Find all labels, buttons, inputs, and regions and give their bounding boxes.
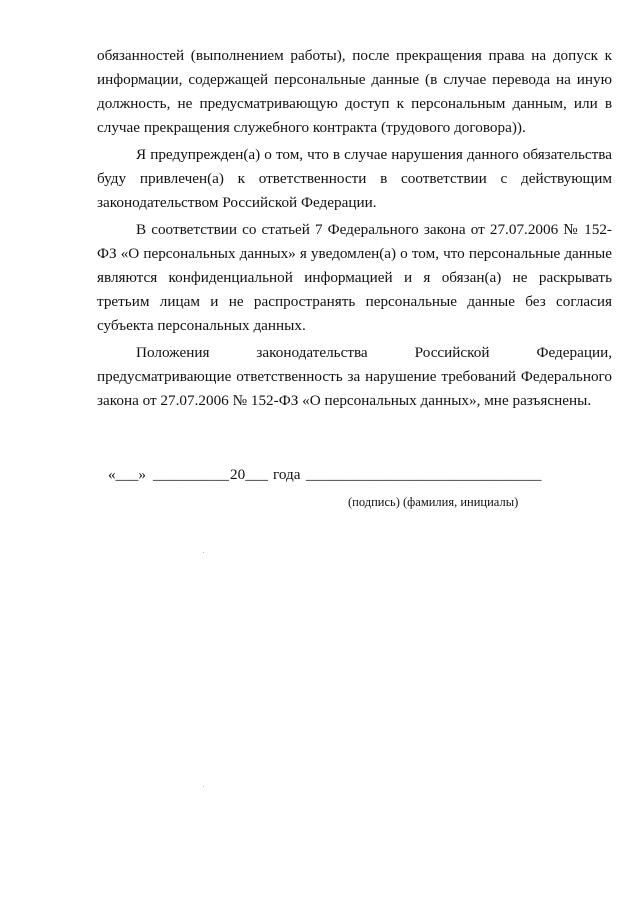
- date-day-field: «___»: [108, 466, 146, 483]
- paragraph-explanation: Положения законодательства Российской Федерации, предусматривающие ответственность за нарушение требований Федерального закона от 27.07.2006 № 152-ФЗ «О персональных данных», мне разъяснены.: [97, 344, 612, 409]
- signature-row: [108, 465, 548, 489]
- scan-speck: [203, 786, 204, 787]
- signature-caption: (подпись) (фамилия, инициалы): [348, 495, 519, 509]
- paragraph-warning: Я предупрежден(а) о том, что в случае нарушения данного обязательства буду привлечен(а) к ответственности в соответствии с действующим законодательством Российской Федерации.: [97, 146, 612, 211]
- scan-speck: [203, 552, 204, 553]
- date-month-field: __________: [153, 466, 229, 483]
- year-word: года: [273, 466, 301, 483]
- body-text: [97, 44, 612, 413]
- date-year-field: 20___: [230, 466, 268, 483]
- signature-line: _______________________________: [306, 466, 542, 483]
- paragraph-notification: В соответствии со статьей 7 Федерального закона от 27.07.2006 № 152-ФЗ «О персональных данных» я уведомлен(а) о том, что персональные данные являются конфиденциальной информацией и я обязан(а) не раскрывать третьим лицам и не распространять персональные данные без согласия субъекта персональных данных.: [97, 221, 612, 334]
- paragraph-obligations: обязанностей (выполнением работы), после прекращения права на допуск к информации, содержащей персональные данные (в случае перевода на иную должность, не предусматривающую доступ к персональным данным, или в случае прекращения служебного контракта (трудового договора)).: [97, 47, 612, 136]
